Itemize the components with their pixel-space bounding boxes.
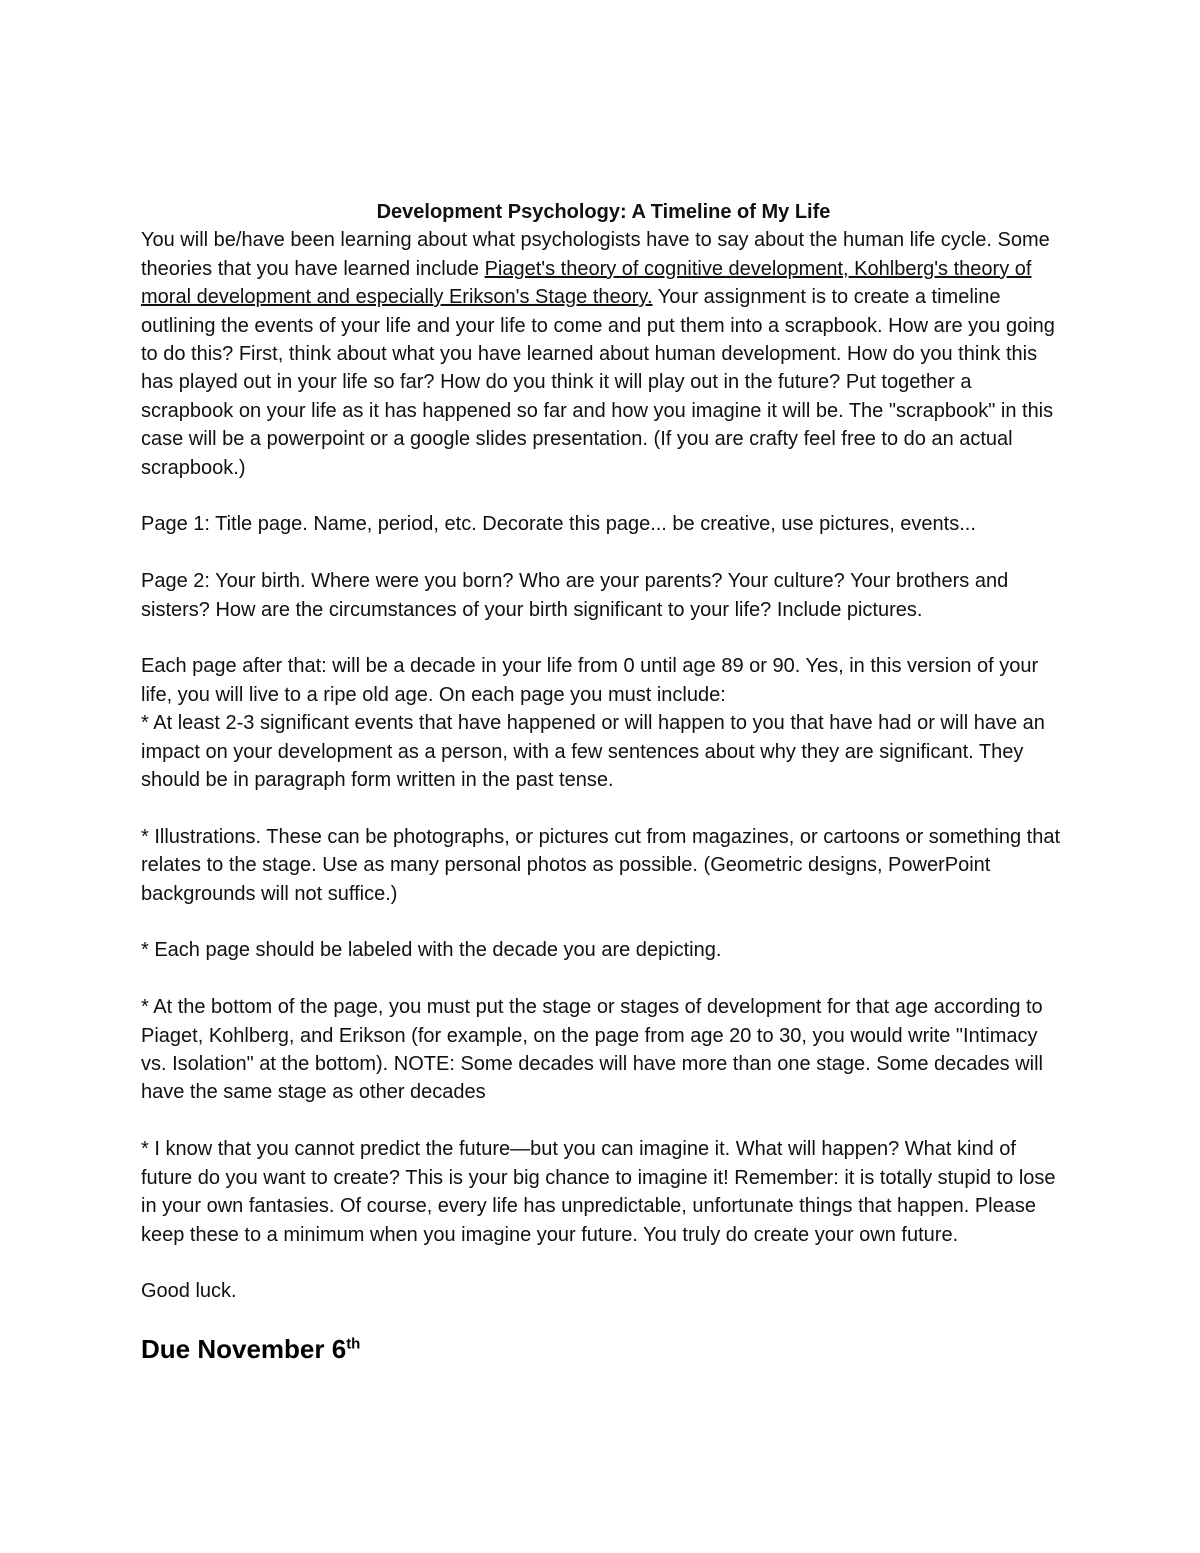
document-title: Development Psychology: A Timeline of My Life [376,201,831,223]
spacer [141,1249,1066,1277]
each-page-paragraph: Each page after that: will be a decade in your life from 0 until age 89 or 90. Yes, in this version of your life, you will live to a ripe old age. On each page you must include: [141,655,1039,706]
spacer [141,965,1066,993]
due-date-suffix: th [346,1335,361,1353]
spacer [141,908,1066,936]
bullet-label: * Each page should be labeled with the decade you are depicting. [141,939,722,962]
page1-paragraph: Page 1: Title page. Name, period, etc. Decorate this page... be creative, use pictures, events... [141,513,976,536]
spacer [141,624,1066,652]
closing-text: Good luck. [141,1280,237,1303]
bullet-illustrations: * Illustrations. These can be photographs, or pictures cut from magazines, or cartoons or something that relates to the stage. Use as many personal photos as possible. (Geometric designs, PowerPoint backgrounds will not suffice.) [141,825,1060,905]
intro-text-after-link: Your assignment is to create a timeline outlining the events of your life and your life to come and put them into a scrapbook. How are you going to do this? First, think about what you have learned about human development. How do you think this has played out in your life so far? How do you think it will play out in the future? Put together a scrapbook on your life as it has happened so far and how you imagine it will be. The "scrapbook" in this case will be a powerpoint or a google slides presentation. (If you are crafty feel free to do an actual scrapbook.) [141,286,1055,479]
intro-paragraph [141,226,1066,482]
bullet-events: * At least 2-3 significant events that have happened or will happen to you that have had or will have an impact on your development as a person, with a few sentences about why they are significant. They should be in paragraph form written in the past tense. [141,712,1045,792]
spacer [141,1107,1066,1135]
document-body [141,198,1066,1366]
spacer [141,539,1066,567]
theories-link[interactable]: Piaget's theory of cognitive development, Kohlberg's theory of moral development and especially Erikson's Stage theory. [141,257,1032,309]
due-date [141,1332,1066,1366]
page2-paragraph: Page 2: Your birth. Where were you born? Who are your parents? Your culture? Your brothers and sisters? How are the circumstances of your birth significant to your life? Include pictures. [141,570,1009,621]
bullet-future: * I know that you cannot predict the future—but you can imagine it. What will happen? What kind of future do you want to create? This is your big chance to imagine it! Remember: it is totally stupid to lose in your own fantasies. Of course, every life has unpredictable, unfortunate things that happen. Please keep these to a minimum when you imagine your future. You truly do create your own future. [141,1138,1056,1246]
due-date-text: Due November 6 [141,1333,347,1364]
spacer [141,482,1066,510]
intro-text-before-link: You will be/have been learning about what psychologists have to say about the human life cycle. Some theories that you have learned include [141,229,1050,280]
bullet-stage: * At the bottom of the page, you must put the stage or stages of development for that age according to Piaget, Kohlberg, and Erikson (for example, on the page from age 20 to 30, you would write "Intimacy vs. Isolation" at the bottom). NOTE: Some decades will have more than one stage. Some decades will have the same stage as other decades [141,996,1043,1104]
spacer [141,794,1066,822]
